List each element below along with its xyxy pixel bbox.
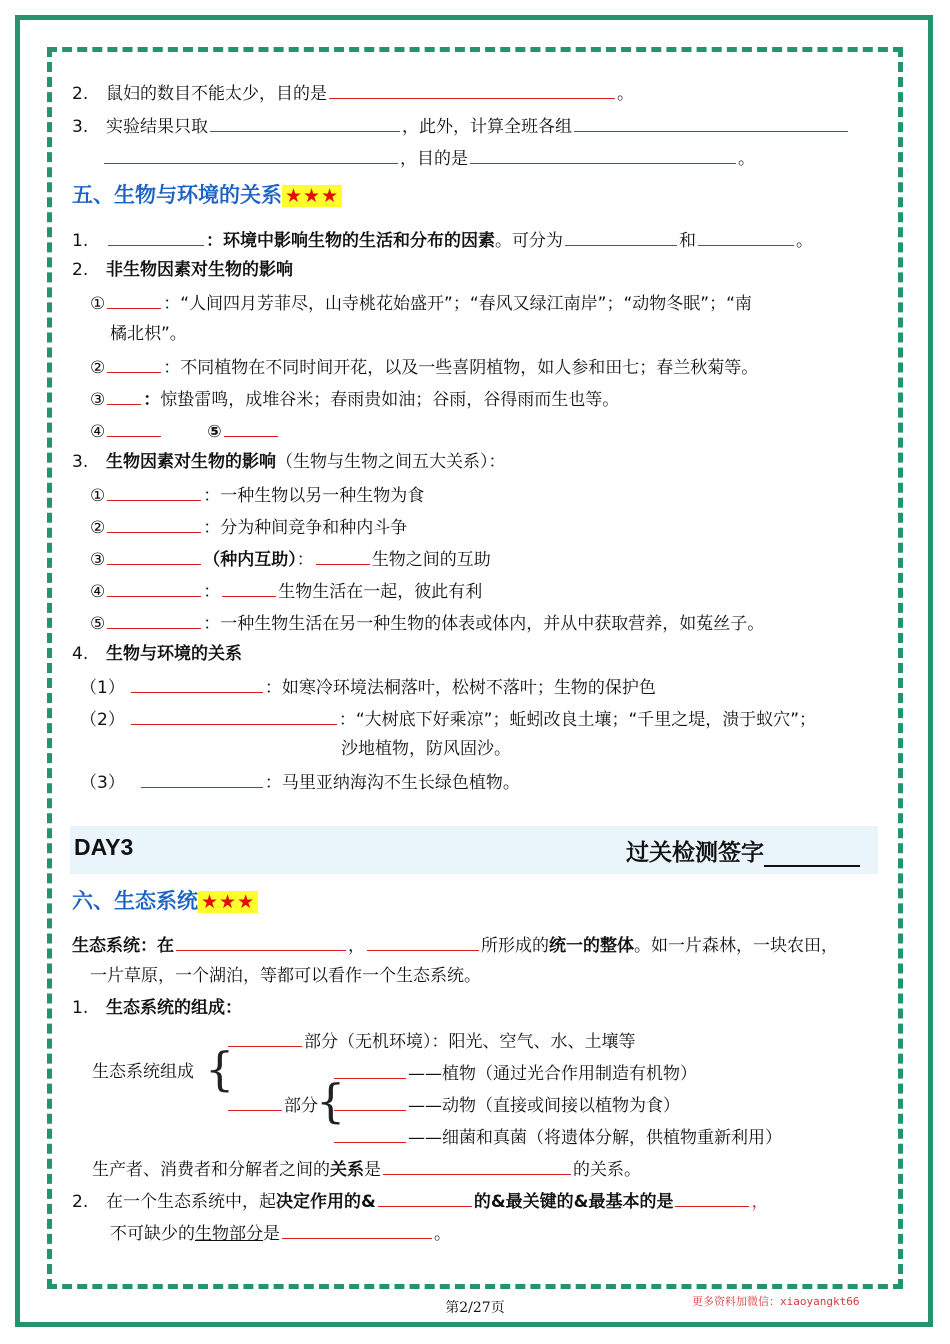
ecosystem-definition-cont: 一片草原，一个湖泊，等都可以看作一个生态系统。 <box>90 966 481 986</box>
answer-blank[interactable] <box>228 1092 282 1111</box>
abiotic-2: ② ：不同植物在不同时间开花，以及一些喜阴植物，如人参和田七；春兰秋菊等。 <box>90 354 758 380</box>
answer-blank[interactable] <box>675 1188 749 1207</box>
s5-item-3: 3. 生物因素对生物的影响（生物与生物之间五大关系）： <box>72 452 506 472</box>
answer-blank[interactable] <box>565 227 677 246</box>
answer-blank[interactable] <box>222 578 276 597</box>
abiotic-1-cont: 橘北枳”。 <box>110 324 187 344</box>
star-rating: ★★★ <box>198 891 258 913</box>
exp-item-3-cont: ，目的是 。 <box>102 145 755 171</box>
answer-blank[interactable] <box>107 418 161 437</box>
food-relation: 生产者、消费者和分解者之间的关系是 的关系。 <box>92 1156 641 1182</box>
env-relation-2-cont: 沙地植物，防风固沙。 <box>341 739 511 759</box>
answer-blank[interactable] <box>383 1156 571 1175</box>
brace-icon: { <box>205 1042 235 1096</box>
s5-item-1: 1. ：环境中影响生物的生活和分布的因素。可分为 和 。 <box>72 227 813 253</box>
abiotic-1: ① ：“人间四月芳菲尽，山寺桃花始盛开”；“春风又绿江南岸”；“动物冬眠”；“南 <box>90 290 752 316</box>
biotic-3: ③ （种内互助）： 生物之间的互助 <box>90 546 491 572</box>
answer-blank[interactable] <box>107 610 201 629</box>
answer-blank[interactable] <box>228 1028 302 1047</box>
section-6-heading: 六、生态系统 ★★★ <box>72 886 258 917</box>
answer-blank[interactable] <box>131 674 263 693</box>
biotic-4: ④ ： 生物生活在一起，彼此有利 <box>90 578 482 604</box>
s6-item-2-cont: 不可缺少的生物部分是 。 <box>110 1220 451 1246</box>
answer-blank[interactable] <box>107 354 161 373</box>
day-title: DAY3 <box>74 834 134 860</box>
answer-blank[interactable] <box>107 546 201 565</box>
tree-consumer: ——动物（直接或间接以植物为食） <box>332 1092 680 1118</box>
answer-blank[interactable] <box>176 932 346 951</box>
env-relation-1: （1） ：如寒冷环境法桐落叶，松树不落叶；生物的保护色 <box>80 674 656 700</box>
brace-icon: { <box>316 1074 346 1128</box>
answer-blank[interactable] <box>107 514 201 533</box>
answer-blank[interactable] <box>698 227 794 246</box>
section-5-heading: 五、生物与环境的关系 ★★★ <box>72 180 342 211</box>
answer-blank[interactable] <box>108 227 204 246</box>
checkpoint-signature: 过关检测签字 <box>626 834 860 867</box>
tree-nonliving: 部分（无机环境）：阳光、空气、水、土壤等 <box>226 1028 636 1054</box>
abiotic-3: ③ ：惊蛰雷鸣，成堆谷米；春雨贵如油；谷雨，谷得雨而生也等。 <box>90 386 619 412</box>
env-relation-2: （2） ：“大树底下好乘凉”；蚯蚓改良土壤；“千里之堤，溃于蚁穴”； <box>80 706 816 732</box>
tree-root: 生态系统组成 <box>92 1062 194 1082</box>
answer-blank[interactable] <box>470 145 736 164</box>
s5-item-2: 2. 非生物因素对生物的影响 <box>72 260 293 280</box>
answer-blank[interactable] <box>210 113 400 132</box>
answer-blank[interactable] <box>141 769 263 788</box>
answer-blank[interactable] <box>107 386 141 405</box>
answer-blank[interactable] <box>282 1220 432 1239</box>
answer-blank[interactable] <box>334 1124 406 1143</box>
answer-blank[interactable] <box>378 1188 472 1207</box>
answer-blank[interactable] <box>107 578 201 597</box>
answer-blank[interactable] <box>329 80 615 99</box>
tree-producer: ——植物（通过光合作用制造有机物） <box>332 1060 697 1086</box>
s6-item-2: 2. 在一个生态系统中，起决定作用的& 的&最关键的&最基本的是 ， <box>72 1188 768 1214</box>
biotic-5: ⑤ ：一种生物生活在另一种生物的体表或体内，并从中获取营养，如菟丝子。 <box>90 610 764 636</box>
page-number: 第2/27页 <box>445 1300 505 1316</box>
answer-blank[interactable] <box>334 1060 406 1079</box>
exp-item-2: 2. 鼠妇的数目不能太少，目的是 。 <box>72 80 634 106</box>
answer-blank[interactable] <box>574 113 848 132</box>
signature-blank[interactable] <box>764 841 860 867</box>
tree-decomposer: ——细菌和真菌（将遗体分解，供植物重新利用） <box>332 1124 782 1150</box>
answer-blank[interactable] <box>316 546 370 565</box>
answer-blank[interactable] <box>131 706 337 725</box>
star-rating: ★★★ <box>282 185 342 207</box>
answer-blank[interactable] <box>107 290 161 309</box>
answer-blank[interactable] <box>367 932 479 951</box>
abiotic-4-5: ④ ⑤ <box>90 418 280 444</box>
biotic-1: ① ：一种生物以另一种生物为食 <box>90 482 424 508</box>
s6-item-1: 1. 生态系统的组成： <box>72 998 242 1018</box>
s5-item-4: 4. 生物与环境的关系 <box>72 644 242 664</box>
ecosystem-definition: 生态系统：在 ， 所形成的统一的整体。如一片森林，一块农田， <box>72 932 838 958</box>
answer-blank[interactable] <box>107 482 201 501</box>
answer-blank[interactable] <box>334 1092 406 1111</box>
promo-text: 更多资料加微信：xiaoyangkt66 <box>692 1295 860 1308</box>
answer-blank[interactable] <box>104 145 398 164</box>
answer-blank[interactable] <box>224 418 278 437</box>
tree-living: 部分 <box>226 1092 318 1118</box>
exp-item-3: 3. 实验结果只取 ，此外，计算全班各组 <box>72 113 850 139</box>
biotic-2: ② ：分为种间竞争和种内斗争 <box>90 514 407 540</box>
env-relation-3: （3） ：马里亚纳海沟不生长绿色植物。 <box>80 769 520 795</box>
